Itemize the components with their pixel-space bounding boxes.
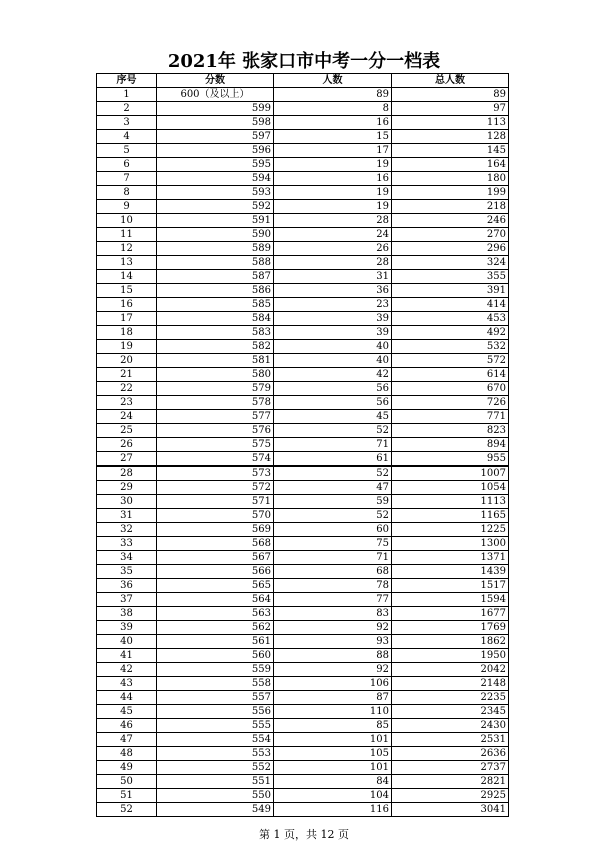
row-index: 7 (97, 172, 157, 186)
row-count: 17 (274, 144, 392, 158)
row-score: 580 (157, 368, 274, 382)
row-score: 562 (157, 621, 274, 635)
row-total: 532 (392, 340, 509, 354)
row-total: 823 (392, 424, 509, 438)
row-count: 19 (274, 186, 392, 200)
row-index: 5 (97, 144, 157, 158)
row-score: 589 (157, 242, 274, 256)
row-score: 560 (157, 649, 274, 663)
table-row (97, 256, 509, 270)
row-score: 572 (157, 481, 274, 495)
row-index: 4 (97, 130, 157, 144)
row-index: 15 (97, 284, 157, 298)
table-row (97, 326, 509, 340)
row-index: 21 (97, 368, 157, 382)
row-index: 46 (97, 719, 157, 733)
row-score: 590 (157, 228, 274, 242)
row-count: 92 (274, 621, 392, 635)
row-count: 85 (274, 719, 392, 733)
row-total: 894 (392, 438, 509, 452)
row-total: 614 (392, 368, 509, 382)
row-total: 2636 (392, 747, 509, 761)
row-score: 583 (157, 326, 274, 340)
row-score: 565 (157, 579, 274, 593)
row-index: 19 (97, 340, 157, 354)
row-index: 32 (97, 523, 157, 537)
row-score: 571 (157, 495, 274, 509)
row-total: 324 (392, 256, 509, 270)
table-row (97, 705, 509, 719)
row-score: 575 (157, 438, 274, 452)
row-total: 2148 (392, 677, 509, 691)
row-count: 39 (274, 326, 392, 340)
row-total: 355 (392, 270, 509, 284)
row-total: 3041 (392, 803, 509, 817)
table-row (97, 102, 509, 116)
table-row (97, 761, 509, 775)
table-row (97, 158, 509, 172)
row-score: 570 (157, 509, 274, 523)
row-count: 88 (274, 649, 392, 663)
row-index: 25 (97, 424, 157, 438)
row-count: 16 (274, 116, 392, 130)
row-score: 578 (157, 396, 274, 410)
row-score: 596 (157, 144, 274, 158)
table-row (97, 775, 509, 789)
row-index: 40 (97, 635, 157, 649)
row-score: 550 (157, 789, 274, 803)
row-count: 84 (274, 775, 392, 789)
row-total: 97 (392, 102, 509, 116)
row-total: 296 (392, 242, 509, 256)
table-row (97, 677, 509, 691)
row-index: 38 (97, 607, 157, 621)
row-score: 577 (157, 410, 274, 424)
table-row (97, 537, 509, 551)
row-total: 726 (392, 396, 509, 410)
row-score: 579 (157, 382, 274, 396)
row-total: 2345 (392, 705, 509, 719)
row-count: 56 (274, 382, 392, 396)
row-count: 89 (274, 88, 392, 102)
table-row (97, 130, 509, 144)
row-count: 116 (274, 803, 392, 817)
table-row (97, 452, 509, 467)
row-total: 572 (392, 354, 509, 368)
row-count: 31 (274, 270, 392, 284)
row-index: 20 (97, 354, 157, 368)
table-row (97, 284, 509, 298)
table-row (97, 733, 509, 747)
row-total: 2925 (392, 789, 509, 803)
row-total: 1594 (392, 593, 509, 607)
row-count: 83 (274, 607, 392, 621)
table-row (97, 116, 509, 130)
row-count: 101 (274, 761, 392, 775)
row-index: 17 (97, 312, 157, 326)
table-row (97, 354, 509, 368)
row-score: 592 (157, 200, 274, 214)
row-score: 558 (157, 677, 274, 691)
row-index: 14 (97, 270, 157, 284)
table-row (97, 410, 509, 424)
row-score: 598 (157, 116, 274, 130)
table-row (97, 312, 509, 326)
row-total: 1677 (392, 607, 509, 621)
row-count: 19 (274, 200, 392, 214)
row-index: 11 (97, 228, 157, 242)
row-score: 588 (157, 256, 274, 270)
row-total: 391 (392, 284, 509, 298)
row-total: 955 (392, 452, 509, 467)
row-index: 51 (97, 789, 157, 803)
table-row (97, 200, 509, 214)
row-total: 1225 (392, 523, 509, 537)
row-total: 1769 (392, 621, 509, 635)
row-score: 557 (157, 691, 274, 705)
row-count: 36 (274, 284, 392, 298)
row-score: 553 (157, 747, 274, 761)
row-count: 19 (274, 158, 392, 172)
table-row (97, 635, 509, 649)
table-row (97, 88, 509, 102)
row-count: 71 (274, 438, 392, 452)
row-count: 39 (274, 312, 392, 326)
row-count: 75 (274, 537, 392, 551)
table-row (97, 593, 509, 607)
row-count: 87 (274, 691, 392, 705)
row-index: 36 (97, 579, 157, 593)
row-count: 92 (274, 663, 392, 677)
row-index: 27 (97, 452, 157, 467)
row-score: 563 (157, 607, 274, 621)
row-count: 68 (274, 565, 392, 579)
table-row (97, 214, 509, 228)
header-score: 分数 (157, 74, 274, 88)
row-count: 56 (274, 396, 392, 410)
row-score: 564 (157, 593, 274, 607)
table-row (97, 495, 509, 509)
row-index: 44 (97, 691, 157, 705)
row-index: 42 (97, 663, 157, 677)
header-total: 总人数 (392, 74, 509, 88)
table-row (97, 803, 509, 817)
row-count: 42 (274, 368, 392, 382)
row-count: 101 (274, 733, 392, 747)
row-count: 15 (274, 130, 392, 144)
row-index: 18 (97, 326, 157, 340)
row-index: 33 (97, 537, 157, 551)
row-score: 600（及以上） (157, 88, 274, 102)
row-score: 551 (157, 775, 274, 789)
row-total: 2235 (392, 691, 509, 705)
row-index: 10 (97, 214, 157, 228)
row-index: 6 (97, 158, 157, 172)
page-footer: 第 1 页，共 12 页 (259, 828, 349, 841)
row-index: 28 (97, 466, 157, 481)
row-index: 9 (97, 200, 157, 214)
row-count: 47 (274, 481, 392, 495)
row-index: 23 (97, 396, 157, 410)
row-total: 2821 (392, 775, 509, 789)
table-row (97, 466, 509, 481)
table-row (97, 382, 509, 396)
row-count: 26 (274, 242, 392, 256)
row-index: 35 (97, 565, 157, 579)
table-row (97, 565, 509, 579)
row-count: 28 (274, 256, 392, 270)
row-total: 771 (392, 410, 509, 424)
row-total: 670 (392, 382, 509, 396)
row-count: 52 (274, 424, 392, 438)
row-score: 552 (157, 761, 274, 775)
table-row (97, 144, 509, 158)
row-score: 586 (157, 284, 274, 298)
row-total: 128 (392, 130, 509, 144)
row-score: 591 (157, 214, 274, 228)
row-index: 24 (97, 410, 157, 424)
table-row (97, 747, 509, 761)
row-count: 110 (274, 705, 392, 719)
table-row (97, 551, 509, 565)
header-count: 人数 (274, 74, 392, 88)
row-index: 31 (97, 509, 157, 523)
row-index: 22 (97, 382, 157, 396)
table-row (97, 663, 509, 677)
row-index: 26 (97, 438, 157, 452)
row-score: 555 (157, 719, 274, 733)
row-index: 45 (97, 705, 157, 719)
table-row (97, 172, 509, 186)
row-total: 2531 (392, 733, 509, 747)
row-total: 1862 (392, 635, 509, 649)
table-row (97, 368, 509, 382)
table-row (97, 424, 509, 438)
row-total: 1300 (392, 537, 509, 551)
score-table (96, 73, 509, 817)
row-total: 89 (392, 88, 509, 102)
table-row (97, 270, 509, 284)
row-score: 599 (157, 102, 274, 116)
row-index: 12 (97, 242, 157, 256)
row-index: 16 (97, 298, 157, 312)
table-header-row (97, 74, 509, 88)
row-score: 556 (157, 705, 274, 719)
row-count: 106 (274, 677, 392, 691)
row-total: 113 (392, 116, 509, 130)
row-index: 29 (97, 481, 157, 495)
row-count: 24 (274, 228, 392, 242)
table-row (97, 691, 509, 705)
table-row (97, 789, 509, 803)
row-score: 597 (157, 130, 274, 144)
row-index: 13 (97, 256, 157, 270)
row-score: 594 (157, 172, 274, 186)
row-total: 1517 (392, 579, 509, 593)
table-row (97, 649, 509, 663)
row-count: 40 (274, 340, 392, 354)
row-score: 595 (157, 158, 274, 172)
row-index: 39 (97, 621, 157, 635)
row-total: 1371 (392, 551, 509, 565)
row-count: 28 (274, 214, 392, 228)
row-total: 180 (392, 172, 509, 186)
row-total: 2430 (392, 719, 509, 733)
row-index: 48 (97, 747, 157, 761)
row-index: 52 (97, 803, 157, 817)
row-count: 45 (274, 410, 392, 424)
row-total: 492 (392, 326, 509, 340)
row-count: 78 (274, 579, 392, 593)
table-row (97, 523, 509, 537)
row-score: 549 (157, 803, 274, 817)
table-row (97, 340, 509, 354)
row-total: 164 (392, 158, 509, 172)
row-count: 93 (274, 635, 392, 649)
row-total: 218 (392, 200, 509, 214)
row-index: 1 (97, 88, 157, 102)
row-total: 2737 (392, 761, 509, 775)
row-index: 41 (97, 649, 157, 663)
row-total: 414 (392, 298, 509, 312)
row-count: 77 (274, 593, 392, 607)
row-total: 453 (392, 312, 509, 326)
row-count: 61 (274, 452, 392, 467)
table-row (97, 719, 509, 733)
row-total: 270 (392, 228, 509, 242)
table-row (97, 481, 509, 495)
row-index: 50 (97, 775, 157, 789)
table-row (97, 298, 509, 312)
row-count: 59 (274, 495, 392, 509)
row-score: 569 (157, 523, 274, 537)
row-total: 1113 (392, 495, 509, 509)
row-total: 1054 (392, 481, 509, 495)
table-row (97, 509, 509, 523)
row-total: 145 (392, 144, 509, 158)
row-index: 8 (97, 186, 157, 200)
table-body (97, 88, 509, 817)
row-count: 23 (274, 298, 392, 312)
row-score: 566 (157, 565, 274, 579)
table-row (97, 242, 509, 256)
row-score: 576 (157, 424, 274, 438)
row-count: 52 (274, 509, 392, 523)
row-total: 2042 (392, 663, 509, 677)
table-row (97, 621, 509, 635)
row-count: 60 (274, 523, 392, 537)
row-index: 43 (97, 677, 157, 691)
page-title: 2021年 张家口市中考一分一档表 (167, 51, 441, 72)
row-total: 199 (392, 186, 509, 200)
row-score: 554 (157, 733, 274, 747)
row-index: 37 (97, 593, 157, 607)
row-score: 585 (157, 298, 274, 312)
row-total: 1007 (392, 466, 509, 481)
row-score: 593 (157, 186, 274, 200)
row-count: 52 (274, 466, 392, 481)
row-score: 561 (157, 635, 274, 649)
table-row (97, 607, 509, 621)
table-row (97, 438, 509, 452)
row-index: 34 (97, 551, 157, 565)
row-index: 2 (97, 102, 157, 116)
row-score: 581 (157, 354, 274, 368)
table-row (97, 186, 509, 200)
row-count: 16 (274, 172, 392, 186)
row-score: 587 (157, 270, 274, 284)
row-total: 1950 (392, 649, 509, 663)
row-index: 30 (97, 495, 157, 509)
header-index: 序号 (97, 74, 157, 88)
row-count: 40 (274, 354, 392, 368)
row-count: 71 (274, 551, 392, 565)
row-count: 8 (274, 102, 392, 116)
row-total: 1439 (392, 565, 509, 579)
row-index: 3 (97, 116, 157, 130)
row-score: 567 (157, 551, 274, 565)
row-score: 574 (157, 452, 274, 467)
row-total: 246 (392, 214, 509, 228)
table-row (97, 579, 509, 593)
row-total: 1165 (392, 509, 509, 523)
table-row (97, 228, 509, 242)
row-score: 584 (157, 312, 274, 326)
row-score: 573 (157, 466, 274, 481)
row-score: 559 (157, 663, 274, 677)
row-count: 104 (274, 789, 392, 803)
table-row (97, 396, 509, 410)
row-count: 105 (274, 747, 392, 761)
row-index: 49 (97, 761, 157, 775)
row-score: 568 (157, 537, 274, 551)
row-index: 47 (97, 733, 157, 747)
row-score: 582 (157, 340, 274, 354)
